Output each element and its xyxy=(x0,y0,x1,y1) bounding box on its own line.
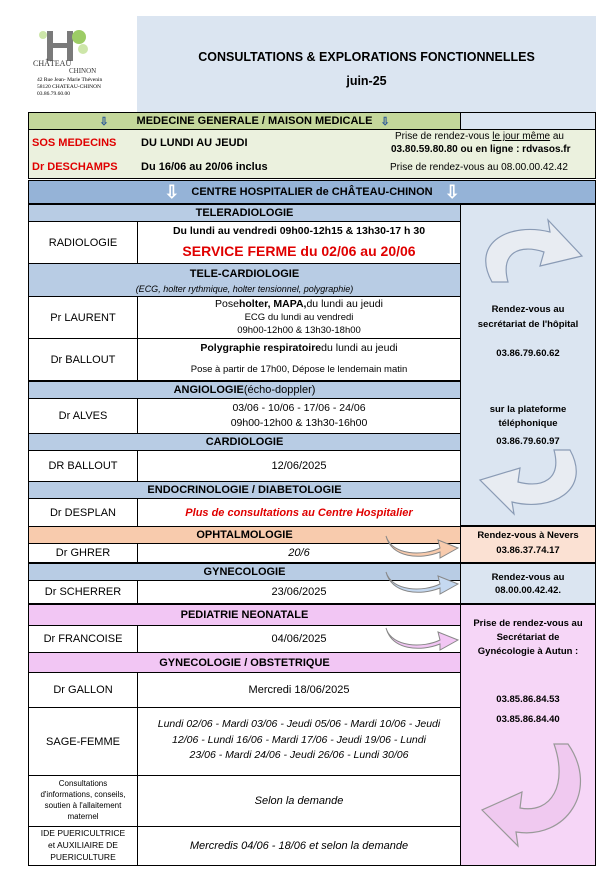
sos-info-underlined: le jour même xyxy=(492,131,551,142)
hospital-rdv-line1: Rendez-vous au xyxy=(491,304,565,315)
section-angiologie xyxy=(28,381,461,399)
hospital-platform1: sur la plateforme xyxy=(489,404,567,415)
autun-rdv2: Secrétariat de xyxy=(496,632,560,643)
sos-info-line2: 03.80.59.80.80 ou en ligne : rdvasos.fr xyxy=(391,144,571,155)
curved-arrow-icon xyxy=(384,622,460,652)
sage-femme-line3: 23/06 - Mardi 24/06 - Jeudi 26/06 - Lundi 30/06 xyxy=(189,749,409,761)
ide-line1: IDE PUERICULTRICE xyxy=(40,828,126,838)
ballout-tele-name: Dr BALLOUT xyxy=(28,338,138,381)
tele-cardiologie-subtitle: (ECG, holter rythmique, holter tensionnel, polygraphie) xyxy=(135,284,354,294)
sage-femme-name: SAGE-FEMME xyxy=(28,707,138,776)
logo xyxy=(33,27,123,107)
radiologie-hours: Du lundi au vendredi 09h00-12h15 & 13h30-17 h 30 xyxy=(172,225,426,237)
consultations-value: Selon la demande xyxy=(137,775,461,827)
sos-info-suffix: au xyxy=(550,131,564,142)
angiologie-subtitle: (écho-doppler) xyxy=(243,384,316,396)
autun-rdv3: Gynécologie à Autun : xyxy=(477,646,579,657)
down-arrow-icon: ⇩ xyxy=(444,181,460,202)
page-title: CONSULTATIONS & EXPLORATIONS FONCTIONNELLES xyxy=(198,50,535,64)
radiologie-name: RADIOLOGIE xyxy=(28,221,138,264)
sos-name: SOS MEDECINS xyxy=(32,137,117,149)
laurent-line1-b: holter, MAPA, xyxy=(238,298,307,310)
gyneco-rdv1: Rendez-vous au xyxy=(491,572,565,583)
sage-femme-line2: 12/06 - Lundi 16/06 - Mardi 17/06 - Jeudi 19/06 - Lundi xyxy=(172,734,426,746)
down-arrow-icon: ⇩ xyxy=(164,181,180,202)
hospital-rdv-line2: secrétariat de l'hôpital xyxy=(477,319,579,330)
ophtalmo-rdv2: 03.86.37.74.17 xyxy=(496,545,560,556)
gallon-date: Mercredi 18/06/2025 xyxy=(137,672,461,708)
angiologie-title: ANGIOLOGIE xyxy=(173,384,244,396)
ide-value: Mercredis 04/06 - 18/06 et selon la demande xyxy=(137,826,461,866)
sos-info-prefix: Prise de rendez-vous xyxy=(395,131,493,142)
tele-cardiologie-title: TELE-CARDIOLOGIE xyxy=(189,268,300,280)
down-arrow-icon: ⇩ xyxy=(99,115,109,128)
section-title: MEDECINE GENERALE / MAISON MEDICALE xyxy=(136,115,373,127)
laurent-line1-a: Pose xyxy=(215,298,239,310)
francoise-name: Dr FRANCOISE xyxy=(28,625,138,653)
desplan-note: Plus de consultations au Centre Hospitalier xyxy=(137,498,461,527)
laurent-name: Pr LAURENT xyxy=(28,296,138,339)
section-cardiologie: CARDIOLOGIE xyxy=(28,433,461,451)
alves-hours: 09h00-12h00 & 13h30-16h00 xyxy=(230,417,368,429)
section-gyneco-obstetrique: GYNECOLOGIE / OBSTETRIQUE xyxy=(28,652,461,673)
section-pediatrie: PEDIATRIE NEONATALE xyxy=(28,604,461,626)
laurent-line1 xyxy=(137,298,461,310)
consultations-line2: d'informations, conseils, xyxy=(40,790,126,799)
section-endocrinologie: ENDOCRINOLOGIE / DIABETOLOGIE xyxy=(28,481,461,499)
hospital-platform2: téléphonique xyxy=(498,418,558,429)
autun-phone1: 03.85.86.84.53 xyxy=(496,694,560,705)
autun-rdv1: Prise de rendez-vous au xyxy=(473,618,583,629)
ballout-tele-line1-a: Polygraphie respiratoire xyxy=(200,342,322,354)
medecine-info-spacer xyxy=(460,112,596,130)
ide-line3: PUERICULTURE xyxy=(50,852,116,862)
deschamps-info: Prise de rendez-vous au 08.00.00.42.42 xyxy=(390,162,568,173)
alves-dates: 03/06 - 10/06 - 17/06 - 24/06 xyxy=(232,402,366,414)
deschamps-schedule: Du 16/06 au 20/06 inclus xyxy=(141,161,268,173)
deschamps-name: Dr DESCHAMPS xyxy=(32,161,118,173)
logo-phone: 03.86.79.60.00 xyxy=(37,91,70,97)
alves-name: Dr ALVES xyxy=(28,398,138,434)
autun-phone2: 03.85.86.84.40 xyxy=(496,714,560,725)
section-title: CENTRE HOSPITALIER de CHÂTEAU-CHINON xyxy=(191,186,433,198)
section-centre-hospitalier xyxy=(28,180,596,204)
section-gynecologie: GYNECOLOGIE xyxy=(28,563,461,581)
laurent-line3: 09h00-12h00 & 13h30-18h00 xyxy=(237,325,361,336)
laurent-line2: ECG du lundi au vendredi xyxy=(244,312,354,323)
laurent-line1-c: du lundi au jeudi xyxy=(306,298,383,310)
gallon-name: Dr GALLON xyxy=(28,672,138,708)
hospital-rdv-phone2: 03.86.79.60.97 xyxy=(496,436,560,447)
curved-arrow-icon xyxy=(384,566,460,596)
ballout-tele-line2: Pose à partir de 17h00, Dépose le lendemain matin xyxy=(190,364,408,375)
sos-info xyxy=(395,131,564,142)
scherrer-date: 23/06/2025 xyxy=(137,580,461,604)
ghrer-date: 20/6 xyxy=(137,543,461,563)
logo-address1: 42 Rue Jean- Marie Thévenin xyxy=(37,77,103,83)
logo-address2: 58120 CHATEAU-CHINON xyxy=(37,84,102,90)
cardio-ballout-name: DR BALLOUT xyxy=(28,450,138,482)
section-medecine-generale xyxy=(28,112,461,130)
section-ophtalmologie: OPHTALMOLOGIE xyxy=(28,526,461,544)
gyneco-rdv-panel xyxy=(460,563,596,604)
gyneco-rdv2: 08.00.00.42.42. xyxy=(494,585,562,596)
logo-brand-bottom: CHINON xyxy=(69,67,97,75)
sage-femme-line1: Lundi 02/06 - Mardi 03/06 - Jeudi 05/06 - Mardi 10/06 - Jeudi xyxy=(157,718,441,730)
radiologie-alert: SERVICE FERME du 02/06 au 20/06 xyxy=(182,243,416,259)
curved-arrow-icon xyxy=(476,740,594,850)
consultations-line1: Consultations xyxy=(58,779,108,788)
page-month: juin-25 xyxy=(346,74,387,88)
ballout-tele-line1 xyxy=(137,342,461,354)
consultations-line3: soutien à l'allaitement xyxy=(44,801,122,810)
scherrer-name: Dr SCHERRER xyxy=(28,580,138,604)
cardio-ballout-date: 12/06/2025 xyxy=(137,450,461,482)
logo-brand-top: CHÂTEAU xyxy=(33,59,72,68)
ophtalmo-rdv1: Rendez-vous à Nevers xyxy=(477,530,579,541)
hospital-rdv-phone1: 03.86.79.60.62 xyxy=(496,348,560,359)
ghrer-name: Dr GHRER xyxy=(28,543,138,563)
consultations-line4: maternel xyxy=(67,812,99,821)
curved-arrow-icon xyxy=(384,530,460,560)
desplan-name: Dr DESPLAN xyxy=(28,498,138,527)
curved-arrow-icon xyxy=(470,212,590,292)
section-teleradiologie: TELERADIOLOGIE xyxy=(28,204,461,222)
down-arrow-icon: ⇩ xyxy=(380,115,390,128)
francoise-date: 04/06/2025 xyxy=(137,625,461,653)
curved-arrow-icon xyxy=(472,440,592,520)
ballout-tele-line1-b: du lundi au jeudi xyxy=(321,342,398,354)
ide-line2: et AUXILIAIRE DE xyxy=(48,840,118,850)
sos-schedule: DU LUNDI AU JEUDI xyxy=(141,137,248,149)
